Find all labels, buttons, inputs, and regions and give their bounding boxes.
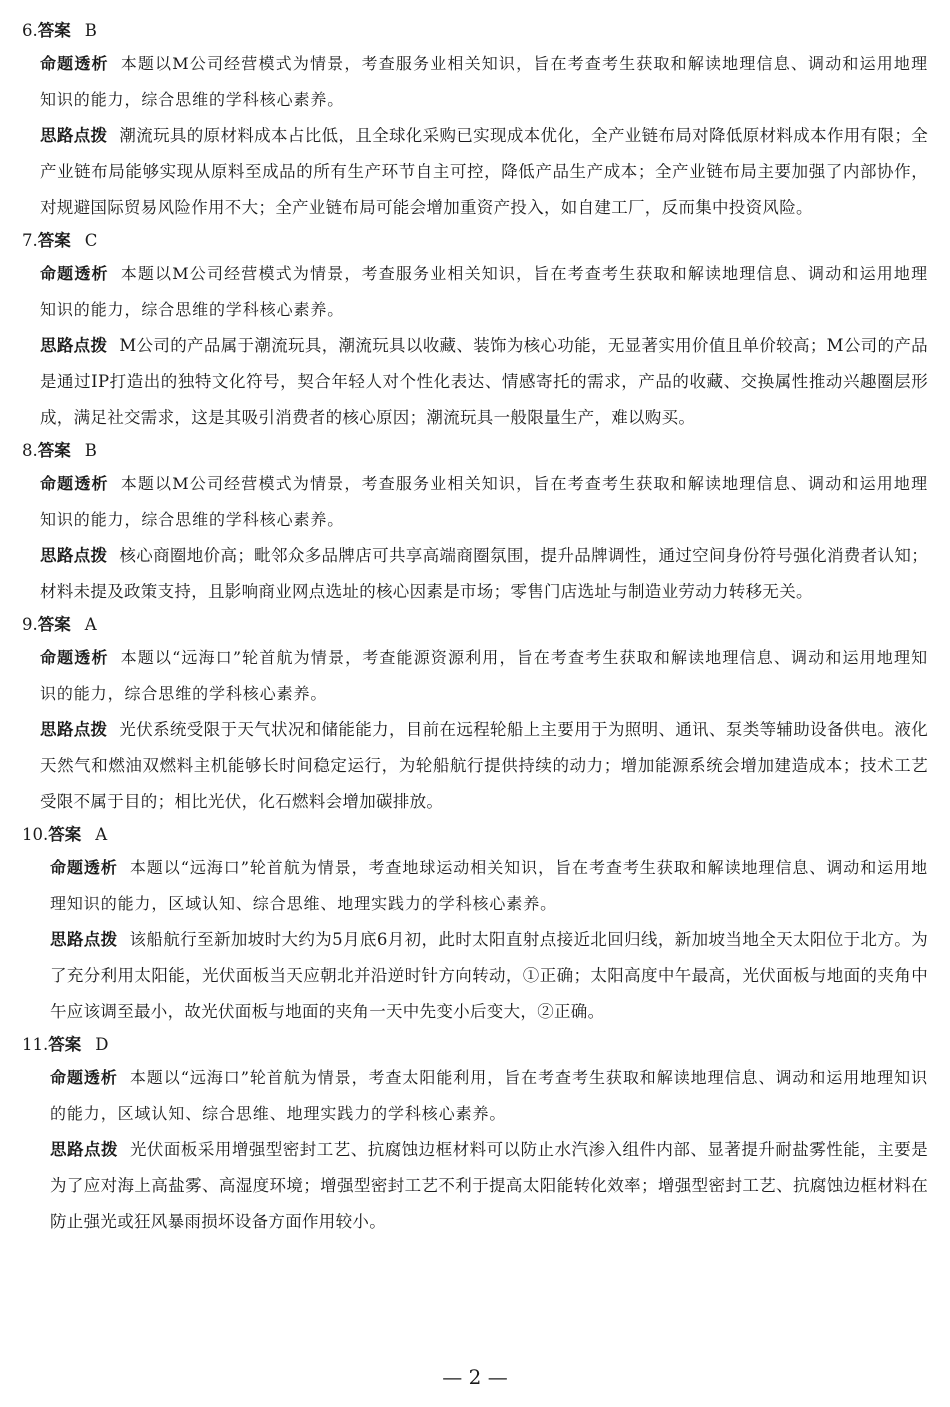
intro-paragraph — [22, 850, 928, 922]
analysis-paragraph — [22, 712, 928, 820]
analysis-paragraph — [22, 1132, 928, 1240]
analysis-paragraph — [22, 118, 928, 226]
question-number: 10. — [22, 825, 49, 844]
answer-value: B — [84, 21, 97, 40]
question-10 — [22, 820, 928, 1030]
intro-text: 本题以“远海口”轮首航为情景，考查地球运动相关知识，旨在考查考生获取和解读地理信息、调动和运用地理知识的能力，区域认知、综合思维、地理实践力的学科核心素养。 — [50, 858, 928, 913]
answer-label: 答案 — [37, 615, 71, 634]
answer-label: 答案 — [37, 441, 71, 460]
analysis-text: 潮流玩具的原材料成本占比低，且全球化采购已实现成本优化，全产业链布局对降低原材料成本作用有限；全产业链布局能够实现从原料至成品的所有生产环节自主可控，降低产品生产成本；全产业链布局主要加强了内部协作，对规避国际贸易风险作用不大；全产业链布局可能会增加重资产投入，如自建工厂，反而集中投资风险。 — [40, 126, 928, 217]
intro-label: 命题透析 — [40, 648, 109, 667]
analysis-paragraph — [22, 328, 928, 436]
analysis-text: 光伏面板采用增强型密封工艺、抗腐蚀边框材料可以防止水汽渗入组件内部、显著提升耐盐雾性能，主要是为了应对海上高盐雾、高湿度环境；增强型密封工艺不利于提高太阳能转化效率；增强型密封工艺、抗腐蚀边框材料在防止强光或狂风暴雨损坏设备方面作用较小。 — [50, 1140, 928, 1231]
answer-line — [22, 436, 928, 466]
analysis-text: 光伏系统受限于天气状况和储能能力，目前在远程轮船上主要用于为照明、通讯、泵类等辅助设备供电。液化天然气和燃油双燃料主机能够长时间稳定运行，为轮船航行提供持续的动力；增加能源系统会增加建造成本；技术工艺受限不属于目的；相比光伏，化石燃料会增加碳排放。 — [40, 720, 928, 811]
analysis-label: 思路点拨 — [50, 930, 118, 949]
question-number: 11. — [22, 1035, 49, 1054]
page-number: — 2 — — [442, 1365, 508, 1389]
analysis-label: 思路点拨 — [50, 1140, 118, 1159]
question-7 — [22, 226, 928, 436]
analysis-paragraph — [22, 922, 928, 1030]
intro-paragraph — [22, 466, 928, 538]
intro-paragraph — [22, 1060, 928, 1132]
analysis-text: 核心商圈地价高；毗邻众多品牌店可共享高端商圈氛围，提升品牌调性，通过空间身份符号强化消费者认知；材料未提及政策支持，且影响商业网点选址的核心因素是市场；零售门店选址与制造业劳动力转移无关。 — [40, 546, 928, 601]
intro-text: 本题以“远海口”轮首航为情景，考查太阳能利用，旨在考查考生获取和解读地理信息、调动和运用地理知识的能力，区域认知、综合思维、地理实践力的学科核心素养。 — [50, 1068, 928, 1123]
intro-label: 命题透析 — [40, 54, 109, 73]
question-number: 9. — [22, 615, 38, 634]
question-6 — [22, 16, 928, 226]
answer-line — [22, 610, 928, 640]
answer-value: A — [95, 825, 108, 844]
intro-label: 命题透析 — [40, 264, 109, 283]
analysis-paragraph — [22, 538, 928, 610]
question-11 — [22, 1030, 928, 1240]
intro-text: 本题以“远海口”轮首航为情景，考查能源资源利用，旨在考查考生获取和解读地理信息、调动和运用地理知识的能力，综合思维的学科核心素养。 — [40, 648, 928, 703]
intro-text: 本题以M公司经营模式为情景，考查服务业相关知识，旨在考查考生获取和解读地理信息、调动和运用地理知识的能力，综合思维的学科核心素养。 — [40, 54, 928, 109]
intro-label: 命题透析 — [40, 474, 109, 493]
answer-line — [22, 1030, 928, 1060]
intro-label: 命题透析 — [50, 858, 118, 877]
intro-paragraph — [22, 640, 928, 712]
analysis-text: 该船航行至新加坡时大约为5月底6月初，此时太阳直射点接近北回归线，新加坡当地全天太阳位于北方。为了充分利用太阳能，光伏面板当天应朝北并沿逆时针方向转动，①正确；太阳高度中午最高，光伏面板与地面的夹角中午应该调至最小，故光伏面板与地面的夹角一天中先变小后变大，②正确。 — [50, 930, 928, 1021]
intro-label: 命题透析 — [50, 1068, 118, 1087]
intro-text: 本题以M公司经营模式为情景，考查服务业相关知识，旨在考查考生获取和解读地理信息、调动和运用地理知识的能力，综合思维的学科核心素养。 — [40, 264, 928, 319]
answer-value: C — [84, 231, 98, 250]
answer-label: 答案 — [48, 1035, 82, 1054]
analysis-label: 思路点拨 — [40, 546, 108, 565]
answer-value: B — [84, 441, 97, 460]
analysis-label: 思路点拨 — [40, 336, 108, 355]
question-number: 8. — [22, 441, 38, 460]
analysis-label: 思路点拨 — [40, 720, 108, 739]
analysis-text: M公司的产品属于潮流玩具，潮流玩具以收藏、装饰为核心功能，无显著实用价值且单价较高；M公司的产品是通过IP打造出的独特文化符号，契合年轻人对个性化表达、情感寄托的需求，产品的收藏、交换属性推动兴趣圈层形成，满足社交需求，这是其吸引消费者的核心原因；潮流玩具一般限量生产，难以购买。 — [40, 336, 928, 427]
answer-line — [22, 226, 928, 256]
question-9 — [22, 610, 928, 820]
question-number: 7. — [22, 231, 38, 250]
answer-line — [22, 820, 928, 850]
answer-value: A — [84, 615, 97, 634]
intro-paragraph — [22, 256, 928, 328]
answer-label: 答案 — [48, 825, 82, 844]
answer-value: D — [95, 1035, 109, 1054]
question-8 — [22, 436, 928, 610]
answer-label: 答案 — [37, 231, 71, 250]
intro-text: 本题以M公司经营模式为情景，考查服务业相关知识，旨在考查考生获取和解读地理信息、调动和运用地理知识的能力，综合思维的学科核心素养。 — [40, 474, 928, 529]
answer-line — [22, 16, 928, 46]
answer-label: 答案 — [37, 21, 71, 40]
question-number: 6. — [22, 21, 38, 40]
analysis-label: 思路点拨 — [40, 126, 108, 145]
intro-paragraph — [22, 46, 928, 118]
